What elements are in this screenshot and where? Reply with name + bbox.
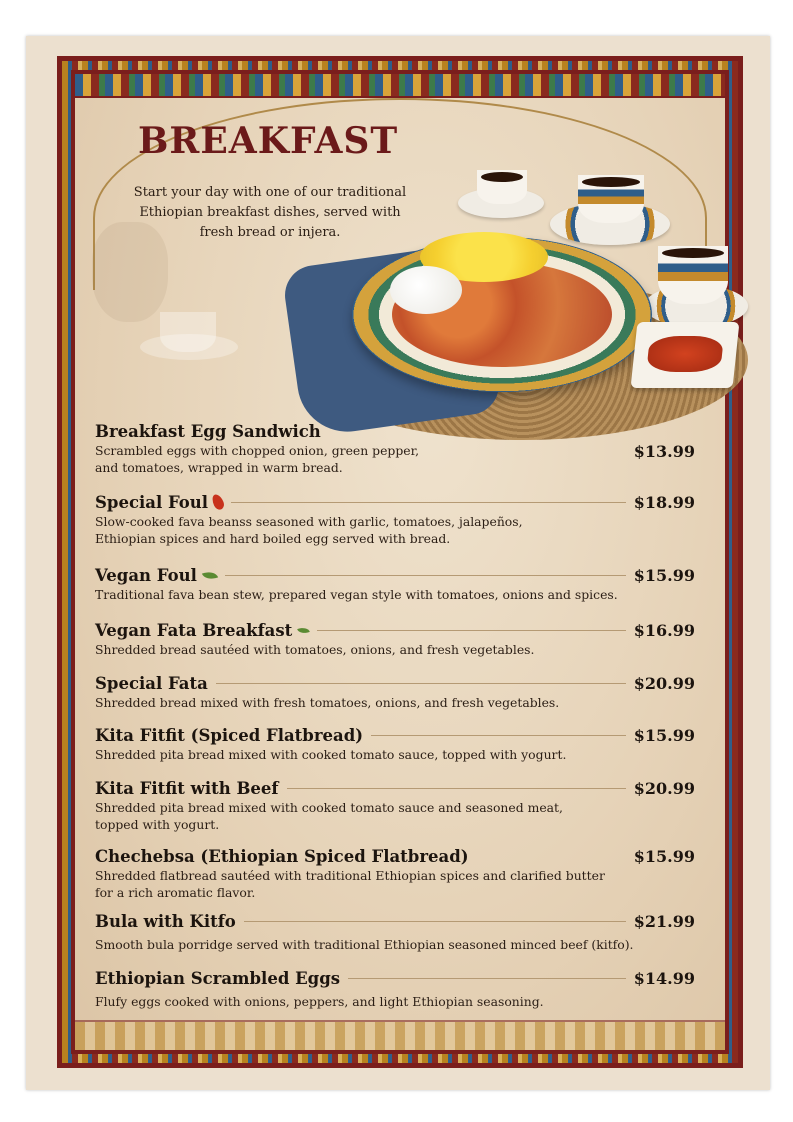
menu-item bbox=[95, 967, 695, 1010]
menu-item-header bbox=[95, 564, 695, 586]
menu-item-description bbox=[95, 936, 695, 953]
coffee-cup-icon bbox=[658, 246, 728, 304]
coffee-cup-icon bbox=[578, 175, 644, 223]
intro-line: fresh bread or injera. bbox=[199, 225, 341, 240]
desc-line: Shredded pita bread mixed with cooked tomato sauce and seasoned meat, bbox=[95, 800, 563, 815]
leader-line bbox=[371, 735, 626, 736]
coffee-cup-icon bbox=[160, 312, 216, 352]
menu-item-price: $21.99 bbox=[633, 911, 695, 931]
leaf-icon bbox=[297, 625, 310, 635]
menu-item-name: Special Fata bbox=[95, 673, 208, 693]
menu-item-description bbox=[95, 586, 695, 603]
menu-item-price: $18.99 bbox=[633, 492, 695, 512]
menu-item-price: $14.99 bbox=[633, 968, 695, 988]
menu-item-description bbox=[95, 694, 655, 711]
yogurt bbox=[390, 266, 462, 314]
menu-item-price: $16.99 bbox=[633, 620, 695, 640]
desc-line: Shredded pita bread mixed with cooked tomato sauce, topped with yogurt. bbox=[95, 747, 567, 762]
desc-line: Ethiopian spices and hard boiled egg served with bread. bbox=[95, 531, 451, 546]
menu-item-description bbox=[95, 442, 655, 476]
menu-item-description bbox=[95, 867, 695, 901]
menu-item-price: $20.99 bbox=[633, 673, 695, 693]
leader-line bbox=[216, 683, 626, 684]
menu-item-header bbox=[95, 619, 695, 641]
menu-item-price: $20.99 bbox=[633, 778, 695, 798]
intro-line: Ethiopian breakfast dishes, served with bbox=[139, 205, 401, 220]
leader-line bbox=[231, 502, 626, 503]
desc-line: Shredded bread sautéed with tomatoes, onions, and fresh vegetables. bbox=[95, 642, 535, 657]
menu-item bbox=[95, 672, 695, 711]
desc-line: Shredded bread mixed with fresh tomatoes, onions, and fresh vegetables. bbox=[95, 695, 560, 710]
menu-item bbox=[95, 910, 695, 953]
menu-item-name: Chechebsa (Ethiopian Spiced Flatbread) bbox=[95, 846, 469, 866]
desc-line: Shredded flatbread sautéed with traditional Ethiopian spices and clarified butter bbox=[95, 868, 605, 883]
chili-icon bbox=[210, 493, 226, 512]
desc-line: Traditional fava bean stew, prepared vegan style with tomatoes, onions and spices. bbox=[95, 587, 618, 602]
menu-item-price: $15.99 bbox=[633, 565, 695, 585]
menu-item-price: $15.99 bbox=[633, 725, 695, 745]
intro-text bbox=[120, 183, 420, 243]
bottom-pattern-border bbox=[75, 1020, 725, 1050]
coffee-pot-icon bbox=[92, 222, 168, 322]
menu-item bbox=[95, 777, 695, 833]
leader-line bbox=[287, 788, 626, 789]
menu-item-name: Vegan Fata Breakfast bbox=[95, 620, 293, 640]
leaf-icon bbox=[202, 568, 218, 581]
leader-line bbox=[348, 978, 626, 979]
menu-item bbox=[95, 619, 695, 658]
menu-item-name: Breakfast Egg Sandwich bbox=[95, 421, 321, 441]
menu-item-header bbox=[95, 910, 695, 932]
leader-line bbox=[225, 575, 626, 576]
desc-line: Slow-cooked fava beanss seasoned with garlic, tomatoes, jalapeños, bbox=[95, 514, 523, 529]
leader-line bbox=[317, 630, 625, 631]
menu-item-header bbox=[95, 420, 695, 442]
desc-line: Scrambled eggs with chopped onion, green pepper, bbox=[95, 443, 420, 458]
menu-item-description bbox=[95, 641, 655, 658]
desc-line: for a rich aromatic flavor. bbox=[95, 885, 256, 900]
menu-item-name: Bula with Kitfo bbox=[95, 911, 236, 931]
menu-item-header bbox=[95, 845, 695, 867]
menu-item-header bbox=[95, 777, 695, 799]
menu-item bbox=[95, 491, 695, 547]
menu-item-description bbox=[95, 799, 655, 833]
menu-item-header bbox=[95, 724, 695, 746]
menu-item bbox=[95, 724, 695, 763]
menu-item-name: Ethiopian Scrambled Eggs bbox=[95, 968, 341, 988]
menu-item-name: Kita Fitfit with Beef bbox=[95, 778, 279, 798]
menu-item-header bbox=[95, 967, 695, 989]
menu-item-description bbox=[95, 513, 655, 547]
menu-item-name: Kita Fitfit (Spiced Flatbread) bbox=[95, 725, 364, 745]
top-pattern-border bbox=[75, 74, 725, 98]
intro-line: Start your day with one of our traditional bbox=[133, 185, 407, 200]
coffee-cup-icon bbox=[477, 170, 527, 204]
menu-item bbox=[95, 845, 695, 901]
sauce-dish-icon bbox=[631, 322, 740, 388]
menu-item-header bbox=[95, 672, 695, 694]
menu-item-header bbox=[95, 491, 695, 513]
desc-line: Flufy eggs cooked with onions, peppers, and light Ethiopian seasoning. bbox=[95, 994, 544, 1009]
menu-item-name: Vegan Foul bbox=[95, 565, 197, 585]
menu-item-price: $13.99 bbox=[633, 442, 695, 461]
menu-item-description bbox=[95, 993, 655, 1010]
menu-item-name: Special Foul bbox=[95, 492, 209, 512]
menu-item-description bbox=[95, 746, 655, 763]
menu-item bbox=[95, 420, 695, 476]
page-title: BREAKFAST bbox=[138, 120, 399, 162]
desc-line: Smooth bula porridge served with traditional Ethiopian seasoned minced beef (kitfo). bbox=[95, 937, 634, 952]
menu-item bbox=[95, 564, 695, 603]
menu-item-price: $15.99 bbox=[633, 846, 695, 866]
desc-line: and tomatoes, wrapped in warm bread. bbox=[95, 460, 343, 475]
leader-line bbox=[244, 921, 626, 922]
desc-line: topped with yogurt. bbox=[95, 817, 220, 832]
